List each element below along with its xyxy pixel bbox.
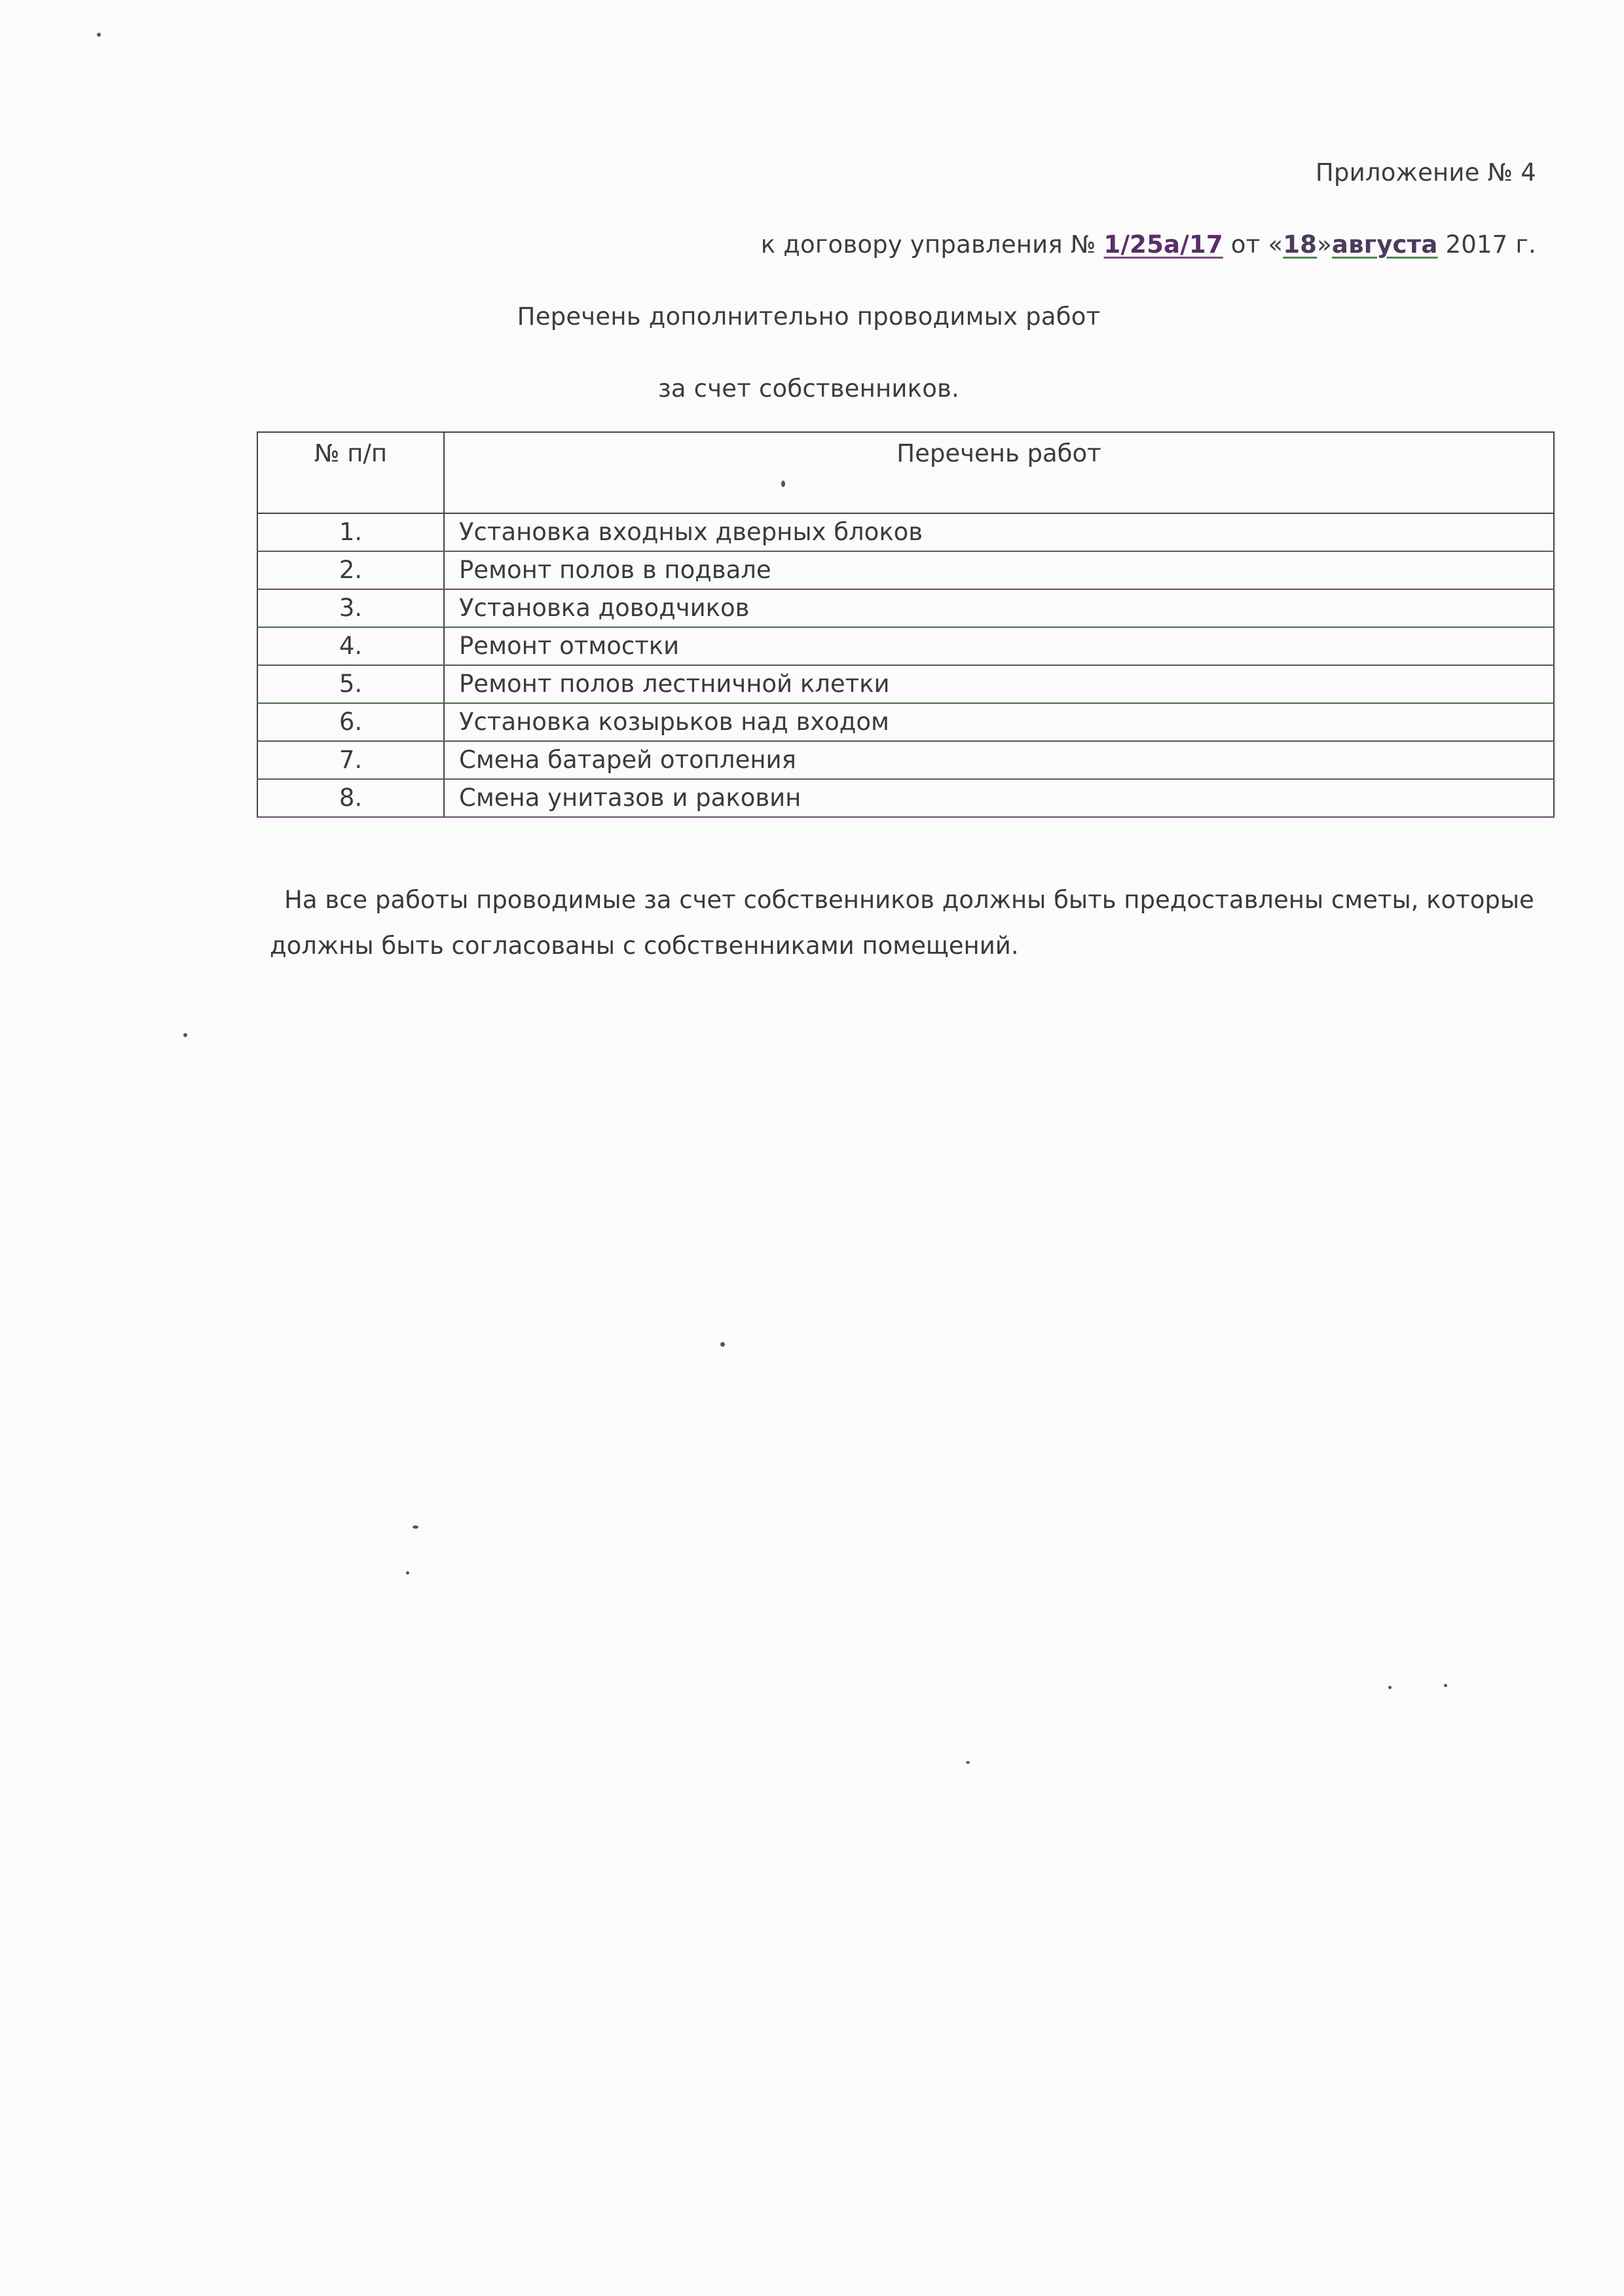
contract-reference: [761, 230, 1536, 259]
appendix-title: Приложение № 4: [1315, 158, 1536, 187]
contract-prefix: к договору управления №: [760, 230, 1104, 259]
row-number: 1.: [257, 513, 444, 551]
row-work-name: Ремонт отмостки: [444, 627, 1554, 665]
table-row: [257, 741, 1554, 779]
scan-speck: [413, 1525, 418, 1529]
row-number: 4.: [257, 627, 444, 665]
table-row: [257, 551, 1554, 589]
date-suffix: 2017 г.: [1437, 230, 1536, 259]
row-work-name: Ремонт полов в подвале: [444, 551, 1554, 589]
table-header-row: [257, 432, 1554, 513]
contract-number: 1/25а/17: [1103, 230, 1223, 259]
scan-speck: [720, 1342, 725, 1347]
row-work-name: Установка входных дверных блоков: [444, 513, 1554, 551]
estimate-note: На все работы проводимые за счет собственников должны быть предоставлены сметы, которые должны быть согласованы с собственниками помещений.: [270, 886, 1534, 960]
row-work-name: Ремонт полов лестничной клетки: [444, 665, 1554, 703]
table-row: [257, 703, 1554, 741]
row-number: 8.: [257, 779, 444, 817]
table-row: [257, 589, 1554, 627]
table-row: [257, 779, 1554, 817]
row-number: 5.: [257, 665, 444, 703]
row-work-name: Установка козырьков над входом: [444, 703, 1554, 741]
scan-speck: [1388, 1686, 1392, 1689]
row-number: 6.: [257, 703, 444, 741]
column-header-works: Перечень работ: [444, 432, 1554, 513]
row-number: 7.: [257, 741, 444, 779]
scan-speck: [97, 33, 101, 37]
document-title-line-1: Перечень дополнительно проводимых работ: [517, 302, 1101, 331]
scan-speck: [781, 481, 785, 487]
scan-speck: [1444, 1684, 1447, 1687]
table-row: [257, 665, 1554, 703]
scan-speck: [966, 1761, 970, 1764]
date-day: 18: [1283, 230, 1318, 259]
table-row: [257, 513, 1554, 551]
document-title-line-2: за счет собственников.: [657, 374, 960, 403]
date-mid: »: [1317, 230, 1332, 259]
row-work-name: Смена батарей отопления: [444, 741, 1554, 779]
column-header-number: № п/п: [257, 432, 444, 513]
table-row: [257, 627, 1554, 665]
date-month: августа: [1331, 230, 1438, 259]
row-number: 2.: [257, 551, 444, 589]
date-prefix: от «: [1223, 230, 1283, 259]
row-work-name: Смена унитазов и раковин: [444, 779, 1554, 817]
row-work-name: Установка доводчиков: [444, 589, 1554, 627]
works-table: [257, 431, 1555, 818]
row-number: 3.: [257, 589, 444, 627]
scan-speck: [406, 1571, 409, 1575]
scan-speck: [183, 1033, 187, 1037]
